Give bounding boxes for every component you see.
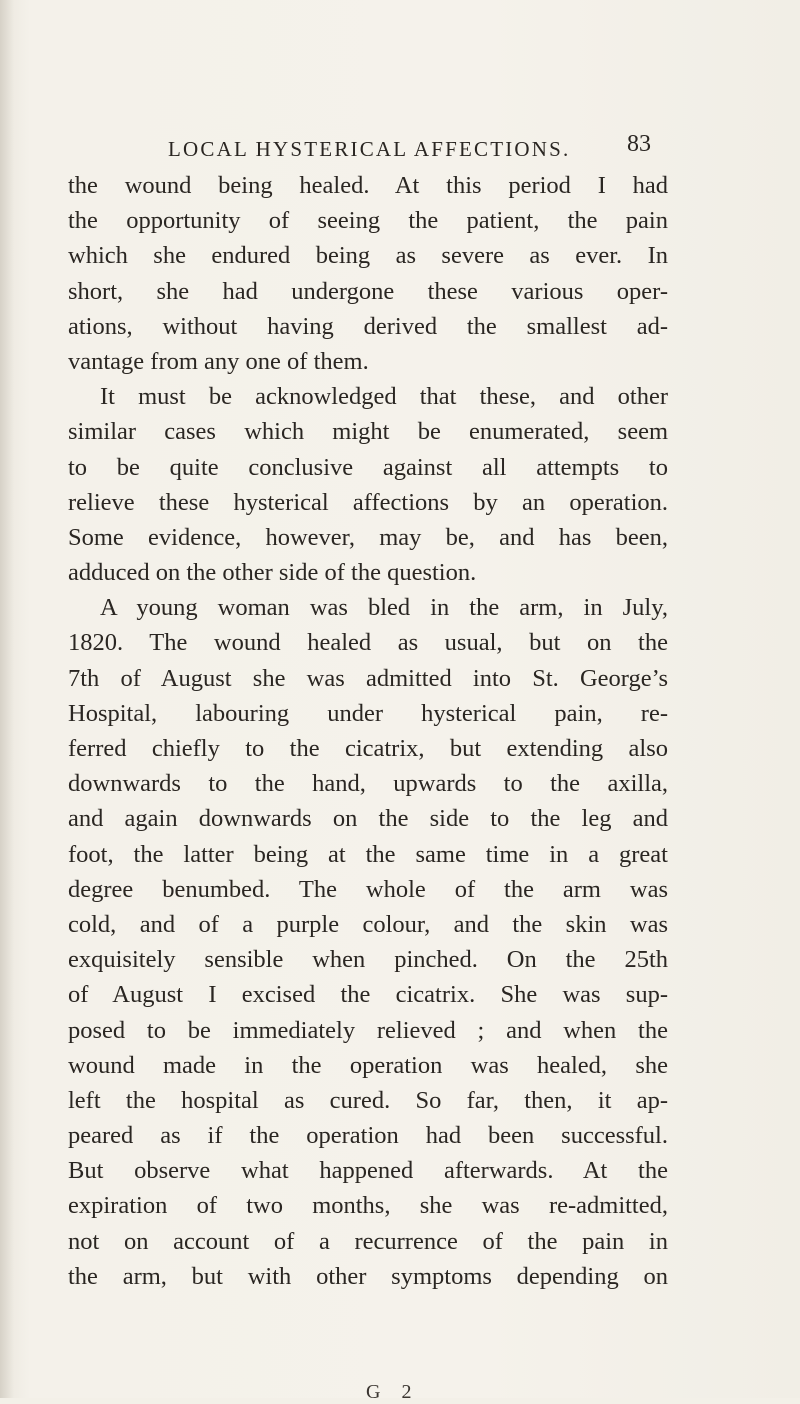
text-line: not on account of a recurrence of the pain in <box>68 1227 668 1255</box>
page-number: 83 <box>627 131 651 157</box>
text-line: degree benumbed. The whole of the arm was <box>68 875 668 903</box>
text-line: vantage from any one of them. <box>68 347 369 375</box>
text-line: 1820. The wound healed as usual, but on the <box>68 629 668 657</box>
text-line: peared as if the operation had been successful. <box>68 1122 668 1150</box>
text-line: cold, and of a purple colour, and the skin was <box>68 910 668 938</box>
text-line: wound made in the operation was healed, she <box>68 1051 668 1079</box>
text-line: exquisitely sensible when pinched. On the 25th <box>68 946 668 974</box>
text-line: foot, the latter being at the same time in a great <box>68 840 668 868</box>
running-head: LOCAL HYSTERICAL AFFECTIONS. <box>168 137 571 161</box>
text-line: the wound being healed. At this period I had <box>68 172 668 199</box>
gutter-shadow <box>0 0 14 1398</box>
text-line: downwards to the hand, upwards to the axilla, <box>68 770 668 798</box>
text-line: left the hospital as cured. So far, then, it ap- <box>68 1086 668 1114</box>
text-line: adduced on the other side of the question. <box>68 559 477 587</box>
text-line: to be quite conclusive against all attempts to <box>68 453 668 481</box>
text-line: and again downwards on the side to the leg and <box>68 805 668 833</box>
text-line: of August I excised the cicatrix. She was sup- <box>68 981 668 1009</box>
body-text <box>68 168 668 1294</box>
signature-mark: G 2 <box>366 1381 420 1403</box>
text-line: ferred chiefly to the cicatrix, but extending also <box>68 735 668 762</box>
text-line: the opportunity of seeing the patient, the pain <box>68 207 668 235</box>
text-line: relieve these hysterical affections by an operation. <box>68 488 668 516</box>
text-line: It must be acknowledged that these, and other <box>100 383 668 411</box>
text-line: which she endured being as severe as ever. In <box>68 242 668 270</box>
text-line: posed to be immediately relieved ; and when the <box>68 1016 668 1044</box>
text-line: similar cases which might be enumerated, seem <box>68 418 668 446</box>
text-line: the arm, but with other symptoms depending on <box>68 1262 668 1290</box>
text-line: short, she had undergone these various oper- <box>68 277 668 305</box>
text-line: Hospital, labouring under hysterical pain, re- <box>68 699 668 727</box>
text-line: Some evidence, however, may be, and has been, <box>68 523 668 551</box>
text-line: 7th of August she was admitted into St. George’s <box>68 664 668 692</box>
text-line: But observe what happened afterwards. At the <box>68 1157 668 1185</box>
text-line: expiration of two months, she was re-admitted, <box>68 1192 668 1220</box>
text-line: A young woman was bled in the arm, in July, <box>100 594 668 622</box>
text-line: ations, without having derived the smallest ad- <box>68 312 668 340</box>
